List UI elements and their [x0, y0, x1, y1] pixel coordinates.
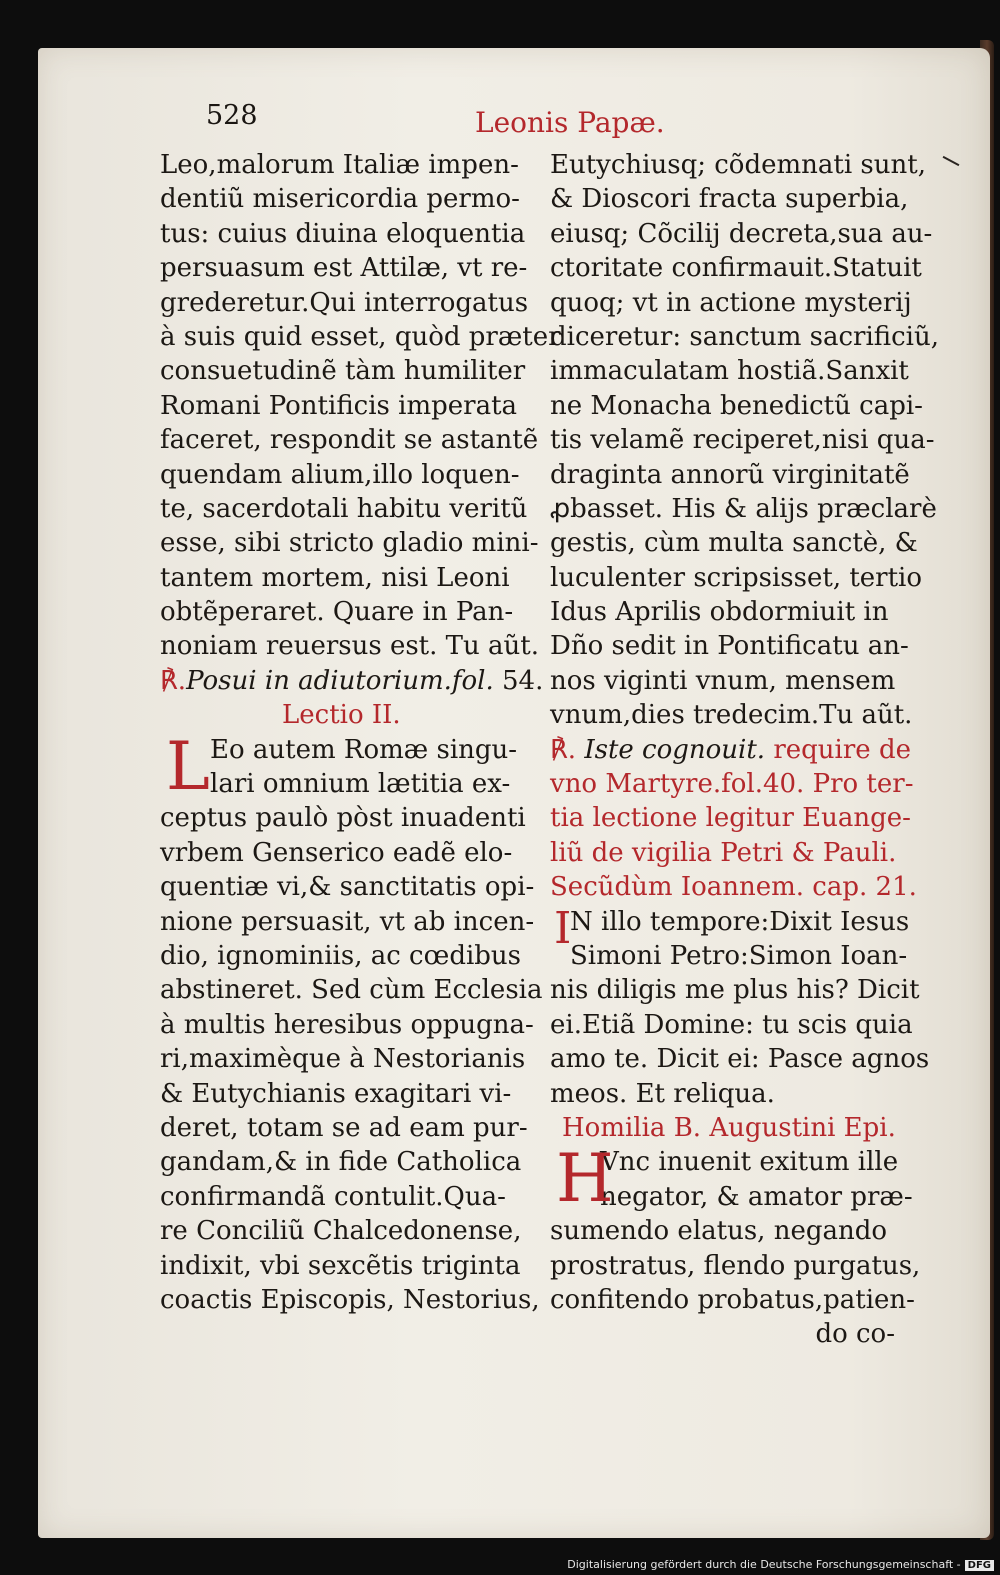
text-line: Leo,malorum Italiæ impen-: [160, 150, 519, 180]
text-line: sumendo elatus, negando: [550, 1216, 888, 1247]
text-line: & Eutychianis exagitari vi-: [160, 1078, 512, 1109]
rubric-line: tia lectione legitur Euange-: [550, 803, 911, 834]
text-line: confirmandã contulit.Qua-: [160, 1181, 506, 1212]
gospel-line: [550, 939, 925, 973]
text-line: quoq; vt in actione mysterij: [550, 287, 912, 318]
text-line: N illo tempore:Dixit Iesus: [570, 906, 910, 937]
text-line: confitendo probatus,patien-: [550, 1284, 915, 1315]
text-line: ꝓbasset. His & alijs præclarè: [550, 493, 937, 524]
gospel-first-line: [550, 902, 925, 954]
responsory-text: Posui in adiutorium.fol.: [186, 665, 494, 696]
text-line: dentiũ misericordia permo-: [160, 184, 520, 215]
text-line: consuetudinẽ tàm humiliter: [160, 356, 526, 387]
rubric-line: Secũdùm Ioannem. cap. 21.: [550, 872, 917, 903]
digitization-credit: [567, 1558, 994, 1571]
rubric-line: vno Martyre.fol.40. Pro ter-: [550, 769, 914, 800]
text-line: amo te. Dicit ei: Pasce agnos: [550, 1044, 930, 1075]
text-line: à multis heresibus oppugna-: [160, 1009, 534, 1040]
responsory-text: Iste cognouit.: [584, 734, 766, 765]
text-line: esse, sibi stricto gladio mini-: [160, 528, 539, 559]
text-line: abstineret. Sed cùm Ecclesia: [160, 975, 543, 1006]
text-line: ne Monacha benedictũ capi-: [550, 390, 923, 421]
rubric-line: liũ de vigilia Petri & Pauli.: [550, 837, 897, 868]
text-line: immaculatam hostiã.Sanxit: [550, 356, 909, 387]
text-line: prostratus, flendo purgatus,: [550, 1250, 921, 1281]
text-line: ctoritate confirmauit.Statuit: [550, 253, 922, 284]
text-line: gandam,& in fide Catholica: [160, 1147, 522, 1178]
text-line: obtẽperaret. Quare in Pan-: [160, 597, 514, 628]
drop-cap: H: [556, 1140, 614, 1218]
text-line: diceretur: sanctum sacrificiũ,: [550, 321, 940, 352]
text-line: nos viginti vnum, mensem: [550, 665, 896, 696]
text-line: nis diligis me plus his? Dicit: [550, 975, 920, 1006]
text-line: vrbem Genserico eadẽ elo-: [160, 837, 513, 868]
text-line: vnum,dies tredecim.Tu aũt.: [550, 700, 913, 731]
text-line: faceret, respondit se astantẽ: [160, 425, 539, 456]
drop-cap: I: [554, 902, 572, 954]
text-line: eiusq; Cõcilij decreta,sua au-: [550, 218, 933, 249]
text-line: & Dioscori fracta superbia,: [550, 184, 909, 215]
lectio-second-line: [160, 767, 545, 801]
text-line: Eutychiusq; cõdemnati sunt,: [550, 150, 926, 180]
text-line: indixit, vbi sexcẽtis triginta: [160, 1250, 521, 1281]
text-line: tantem mortem, nisi Leoni: [160, 562, 510, 593]
homilia-heading: Homilia B. Augustini Epi.: [562, 1112, 896, 1143]
drop-cap: L: [166, 727, 210, 805]
text-line: Idus Aprilis obdormiuit in: [550, 597, 889, 628]
credit-text: Digitalisierung gefördert durch die Deutsche Forschungsgemeinschaft -: [567, 1558, 961, 1571]
text-line: coactis Episcopis, Nestorius,: [160, 1284, 540, 1315]
text-line: à suis quid esset, quòd præter: [160, 321, 561, 352]
text-line: draginta annorũ virginitatẽ: [550, 459, 910, 490]
responsory-page: 54.: [502, 665, 544, 696]
dfg-logo: DFG: [965, 1560, 994, 1571]
text-line: tus: cuius diuina eloquentia: [160, 218, 526, 249]
text-line: Simoni Petro:Simon Ioan-: [570, 940, 908, 971]
text-line: re Conciliũ Chalcedonense,: [160, 1216, 522, 1247]
page-number: 528: [206, 100, 258, 131]
text-line: Romani Pontificis imperata: [160, 390, 518, 421]
responsory-sign: ℟.: [550, 734, 577, 765]
text-line: deret, totam se ad eam pur-: [160, 1112, 528, 1143]
catchword: do co-: [815, 1319, 895, 1350]
text-line: tis velamẽ reciperet,nisi qua-: [550, 425, 935, 456]
text-line: ri,maximèque à Nestorianis: [160, 1044, 526, 1075]
text-line: persuasum est Attilæ, vt re-: [160, 253, 528, 284]
text-line: noniam reuersus est. Tu aũt.: [160, 631, 539, 662]
text-line: ceptus paulò pòst inuadenti: [160, 803, 526, 834]
text-line: negator, & amator præ-: [600, 1181, 913, 1212]
left-column: [160, 148, 561, 1317]
responsory: [160, 664, 545, 698]
rubric-text: require de: [773, 734, 911, 765]
text-line: nione persuasit, vt ab incen-: [160, 906, 535, 937]
lectio-heading: Lectio II.: [282, 700, 401, 731]
text-line: te, sacerdotali habitu veritũ: [160, 493, 528, 524]
right-column: [550, 148, 940, 1352]
responsory: [550, 733, 925, 767]
text-line: dio, ignominiis, ac cœdibus: [160, 940, 522, 971]
text-line: luculenter scripsisset, tertio: [550, 562, 923, 593]
text-line: lari omnium lætitia ex-: [210, 769, 511, 800]
page-header: [0, 100, 1000, 144]
text-line: Eo autem Romæ singu-: [210, 734, 518, 765]
text-line: gestis, cùm multa sanctè, &: [550, 528, 918, 559]
text-line: quentiæ vi,& sanctitatis opi-: [160, 872, 535, 903]
text-line: grederetur.Qui interrogatus: [160, 287, 529, 318]
text-line: meos. Et reliqua.: [550, 1078, 775, 1109]
text-line: quendam alium,illo loquen-: [160, 459, 520, 490]
responsory-sign: ℟.: [160, 665, 187, 696]
text-line: ei.Etiã Domine: tu scis quia: [550, 1009, 913, 1040]
text-line: Vnc inuenit exitum ille: [600, 1147, 899, 1178]
running-title: Leonis Papæ.: [475, 106, 665, 139]
text-line: Dño sedit in Pontificatu an-: [550, 631, 909, 662]
